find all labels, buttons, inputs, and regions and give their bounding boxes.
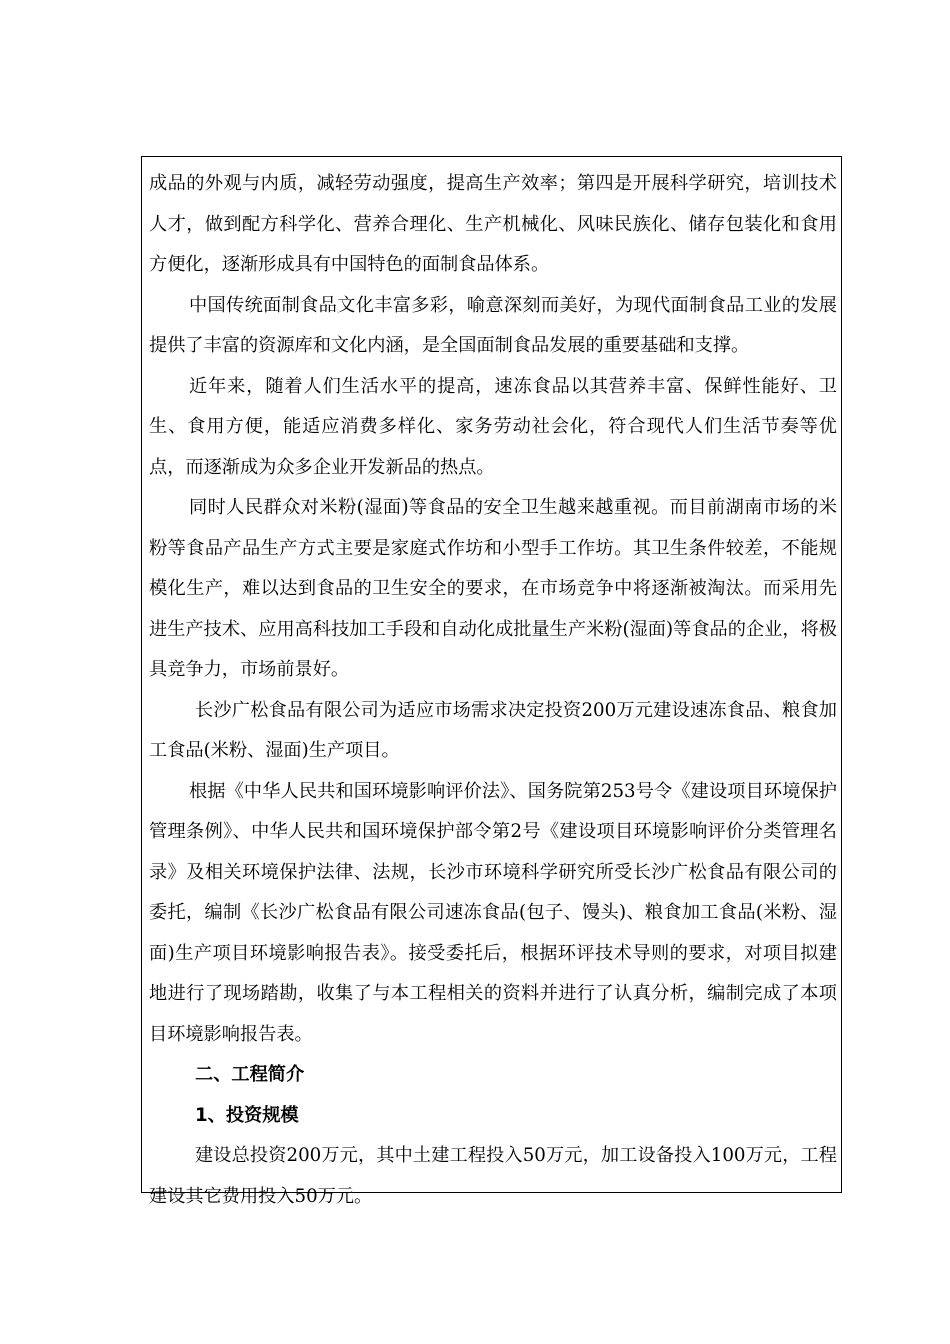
paragraph-investment-details: 建设总投资200万元，其中土建工程投入50万元，加工设备投入100万元，工程建设其它费用投入50万元。 bbox=[149, 1145, 837, 1207]
document-body bbox=[149, 164, 837, 1217]
paragraph-culture: 中国传统面制食品文化丰富多彩，喻意深刻而美好，为现代面制食品工业的发展提供了丰富的资源库和文化内涵，是全国面制食品发展的重要基础和支撑。 bbox=[149, 294, 837, 356]
section-heading-project-summary: 二、工程简介 bbox=[195, 1064, 305, 1085]
subsection-heading-investment-scale: 1、投资规模 bbox=[195, 1104, 299, 1126]
paragraph-continuation: 成品的外观与内质，减轻劳动强度，提高生产效率；第四是开展科学研究，培训技术人才，做到配方科学化、营养合理化、生产机械化、风味民族化、储存包装化和食用方便化，逐渐形成具有中国特色的面制食品体系。 bbox=[149, 173, 837, 275]
paragraph-food-safety: 同时人民群众对米粉(湿面)等食品的安全卫生越来越重视。而目前湖南市场的米粉等食品产品生产方式主要是家庭式作坊和小型手工作坊。其卫生条件较差，不能规模化生产，难以达到食品的卫生安全的要求，在市场竞争中将逐渐被淘汰。而采用先进生产技术、应用高科技加工手段和自动化成批量生产米粉(湿面)等食品的企业，将极具竞争力，市场前景好。 bbox=[149, 497, 837, 680]
paragraph-frozen-food: 近年来，随着人们生活水平的提高，速冻食品以其营养丰富、保鲜性能好、卫生、食用方便，能适应消费多样化、家务劳动社会化，符合现代人们生活节奏等优点，而逐渐成为众多企业开发新品的热点。 bbox=[149, 375, 837, 478]
paragraph-legal-basis: 根据《中华人民共和国环境影响评价法》、国务院第253号令《建设项目环境保护管理条例》、中华人民共和国环境保护部令第2号《建设项目环境影响评价分类管理名录》及相关环境保护法律、法规，长沙市环境科学研究所受长沙广松食品有限公司的委托，编制《长沙广松食品有限公司速冻食品(包子、馒头)、粮食加工食品(米粉、湿面)生产项目环境影响报告表》。接受委托后，根据环评技术导则的要求，对项目拟建地进行了现场踏勘，收集了与本工程相关的资料并进行了认真分析，编制完成了本项目环境影响报告表。 bbox=[149, 780, 837, 1045]
paragraph-company-investment: 长沙广松食品有限公司为适应市场需求决定投资200万元建设速冻食品、粮食加工食品(米粉、湿面)生产项目。 bbox=[149, 699, 837, 761]
